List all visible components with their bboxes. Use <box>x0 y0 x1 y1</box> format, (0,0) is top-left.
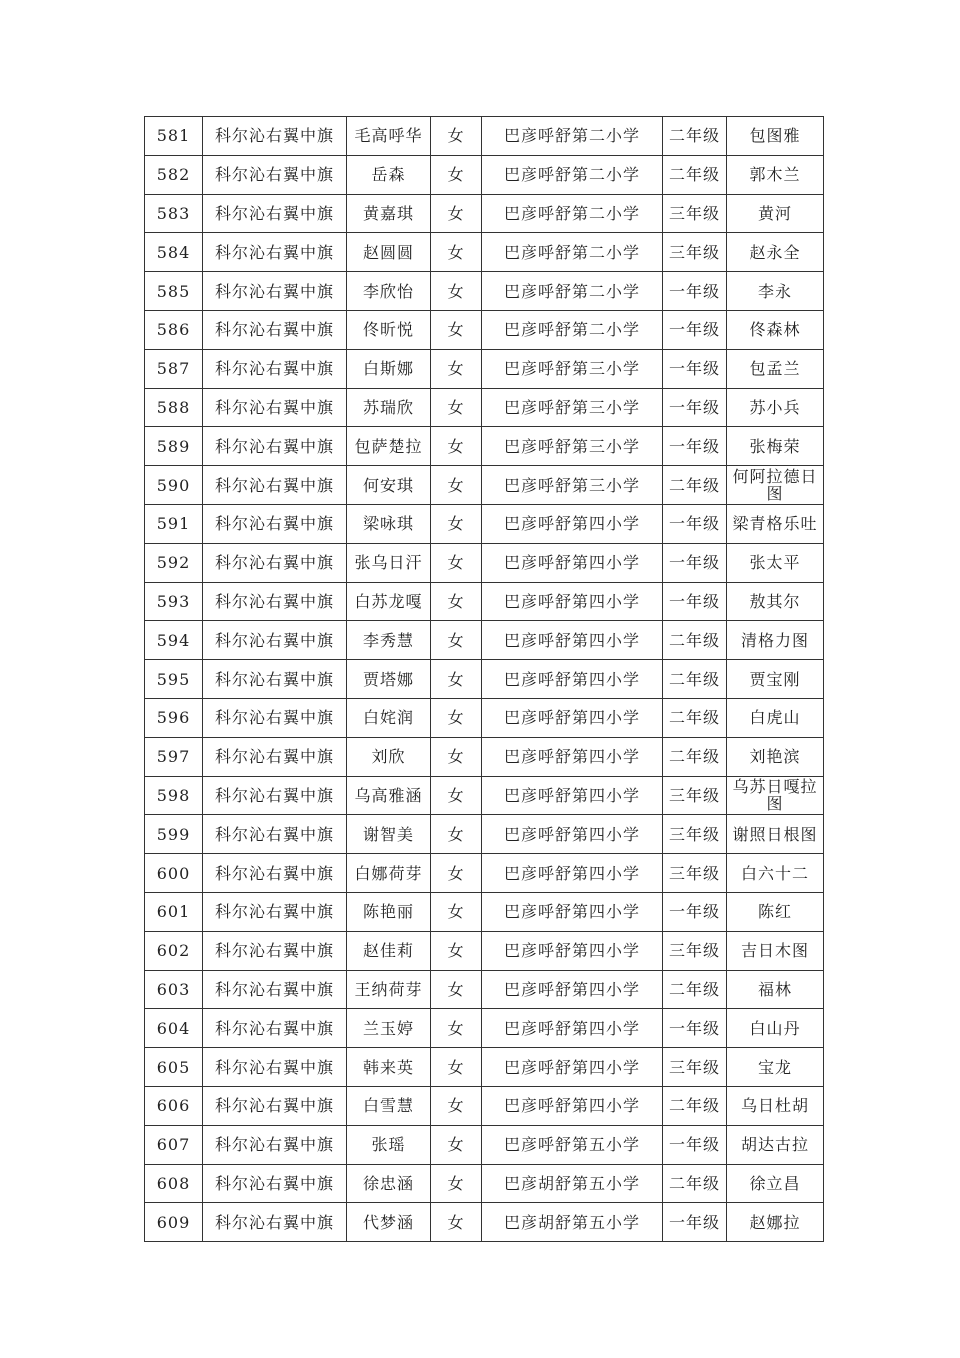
table-row <box>145 155 824 194</box>
banner-cell: 科尔沁右翼中旗 <box>203 427 347 466</box>
row-number-cell: 593 <box>145 582 203 621</box>
student-name-cell: 何安琪 <box>347 466 431 505</box>
school-cell: 巴彦呼舒第四小学 <box>482 854 663 893</box>
gender-cell: 女 <box>431 466 482 505</box>
table-row <box>145 892 824 931</box>
guardian-name-cell: 郭木兰 <box>727 155 824 194</box>
student-name-cell: 贾塔娜 <box>347 660 431 699</box>
gender-cell: 女 <box>431 1086 482 1125</box>
school-cell: 巴彦呼舒第三小学 <box>482 466 663 505</box>
guardian-name-cell: 张梅荣 <box>727 427 824 466</box>
student-name-cell: 陈艳丽 <box>347 892 431 931</box>
gender-cell: 女 <box>431 504 482 543</box>
roster-table <box>144 116 824 1242</box>
table-row <box>145 349 824 388</box>
student-name-cell: 白姹润 <box>347 698 431 737</box>
row-number-cell: 592 <box>145 543 203 582</box>
guardian-name-cell: 佟森林 <box>727 310 824 349</box>
table-row <box>145 1086 824 1125</box>
school-cell: 巴彦呼舒第二小学 <box>482 310 663 349</box>
table-row <box>145 388 824 427</box>
student-name-cell: 白娜荷芽 <box>347 854 431 893</box>
gender-cell: 女 <box>431 1125 482 1164</box>
gender-cell: 女 <box>431 1048 482 1087</box>
table-row <box>145 854 824 893</box>
guardian-name-cell: 贾宝刚 <box>727 660 824 699</box>
row-number-cell: 606 <box>145 1086 203 1125</box>
banner-cell: 科尔沁右翼中旗 <box>203 349 347 388</box>
table-row <box>145 233 824 272</box>
student-name-cell: 兰玉婷 <box>347 1009 431 1048</box>
row-number-cell: 589 <box>145 427 203 466</box>
table-row <box>145 117 824 156</box>
row-number-cell: 605 <box>145 1048 203 1087</box>
gender-cell: 女 <box>431 427 482 466</box>
guardian-name-cell: 吉日木图 <box>727 931 824 970</box>
school-cell: 巴彦呼舒第二小学 <box>482 155 663 194</box>
grade-cell: 三年级 <box>663 233 727 272</box>
banner-cell: 科尔沁右翼中旗 <box>203 698 347 737</box>
table-row <box>145 815 824 854</box>
guardian-name-cell: 胡达古拉 <box>727 1125 824 1164</box>
guardian-name-cell: 乌日杜胡 <box>727 1086 824 1125</box>
grade-cell: 三年级 <box>663 1048 727 1087</box>
banner-cell: 科尔沁右翼中旗 <box>203 388 347 427</box>
row-number-cell: 584 <box>145 233 203 272</box>
student-name-cell: 韩来英 <box>347 1048 431 1087</box>
table-row <box>145 504 824 543</box>
gender-cell: 女 <box>431 621 482 660</box>
student-name-cell: 黄嘉琪 <box>347 194 431 233</box>
guardian-name-cell: 包孟兰 <box>727 349 824 388</box>
grade-cell: 一年级 <box>663 272 727 311</box>
school-cell: 巴彦呼舒第四小学 <box>482 504 663 543</box>
school-cell: 巴彦呼舒第二小学 <box>482 117 663 156</box>
table-row <box>145 1009 824 1048</box>
grade-cell: 一年级 <box>663 388 727 427</box>
banner-cell: 科尔沁右翼中旗 <box>203 931 347 970</box>
roster-table-body <box>145 117 824 1242</box>
row-number-cell: 594 <box>145 621 203 660</box>
school-cell: 巴彦胡舒第五小学 <box>482 1203 663 1242</box>
guardian-name-cell: 福林 <box>727 970 824 1009</box>
school-cell: 巴彦呼舒第四小学 <box>482 660 663 699</box>
table-row <box>145 1203 824 1242</box>
table-row <box>145 737 824 776</box>
school-cell: 巴彦呼舒第四小学 <box>482 970 663 1009</box>
row-number-cell: 596 <box>145 698 203 737</box>
student-name-cell: 乌高雅涵 <box>347 776 431 815</box>
gender-cell: 女 <box>431 737 482 776</box>
table-row <box>145 660 824 699</box>
banner-cell: 科尔沁右翼中旗 <box>203 1203 347 1242</box>
gender-cell: 女 <box>431 892 482 931</box>
student-name-cell: 徐忠涵 <box>347 1164 431 1203</box>
gender-cell: 女 <box>431 970 482 1009</box>
grade-cell: 二年级 <box>663 621 727 660</box>
grade-cell: 一年级 <box>663 892 727 931</box>
row-number-cell: 591 <box>145 504 203 543</box>
student-name-cell: 李秀慧 <box>347 621 431 660</box>
guardian-name-cell: 白虎山 <box>727 698 824 737</box>
banner-cell: 科尔沁右翼中旗 <box>203 854 347 893</box>
school-cell: 巴彦呼舒第四小学 <box>482 698 663 737</box>
school-cell: 巴彦呼舒第四小学 <box>482 543 663 582</box>
guardian-name-cell: 白六十二 <box>727 854 824 893</box>
grade-cell: 一年级 <box>663 582 727 621</box>
gender-cell: 女 <box>431 1009 482 1048</box>
guardian-name-cell: 苏小兵 <box>727 388 824 427</box>
row-number-cell: 590 <box>145 466 203 505</box>
gender-cell: 女 <box>431 660 482 699</box>
banner-cell: 科尔沁右翼中旗 <box>203 660 347 699</box>
guardian-name-cell: 赵娜拉 <box>727 1203 824 1242</box>
grade-cell: 一年级 <box>663 1125 727 1164</box>
gender-cell: 女 <box>431 815 482 854</box>
grade-cell: 二年级 <box>663 698 727 737</box>
table-row <box>145 776 824 815</box>
banner-cell: 科尔沁右翼中旗 <box>203 621 347 660</box>
table-row <box>145 310 824 349</box>
student-name-cell: 毛高呼华 <box>347 117 431 156</box>
student-name-cell: 赵佳莉 <box>347 931 431 970</box>
banner-cell: 科尔沁右翼中旗 <box>203 194 347 233</box>
grade-cell: 一年级 <box>663 310 727 349</box>
gender-cell: 女 <box>431 155 482 194</box>
gender-cell: 女 <box>431 233 482 272</box>
school-cell: 巴彦呼舒第三小学 <box>482 349 663 388</box>
guardian-name-cell: 徐立昌 <box>727 1164 824 1203</box>
grade-cell: 一年级 <box>663 1203 727 1242</box>
gender-cell: 女 <box>431 698 482 737</box>
banner-cell: 科尔沁右翼中旗 <box>203 1009 347 1048</box>
gender-cell: 女 <box>431 854 482 893</box>
student-name-cell: 代梦涵 <box>347 1203 431 1242</box>
guardian-name-cell: 梁青格乐吐 <box>727 504 824 543</box>
table-row <box>145 931 824 970</box>
student-name-cell: 王纳荷芽 <box>347 970 431 1009</box>
gender-cell: 女 <box>431 1164 482 1203</box>
grade-cell: 二年级 <box>663 970 727 1009</box>
row-number-cell: 600 <box>145 854 203 893</box>
guardian-name-cell: 陈红 <box>727 892 824 931</box>
guardian-name-cell: 宝龙 <box>727 1048 824 1087</box>
row-number-cell: 597 <box>145 737 203 776</box>
guardian-name-cell: 敖其尔 <box>727 582 824 621</box>
table-row <box>145 1125 824 1164</box>
table-row <box>145 1164 824 1203</box>
grade-cell: 一年级 <box>663 543 727 582</box>
banner-cell: 科尔沁右翼中旗 <box>203 776 347 815</box>
banner-cell: 科尔沁右翼中旗 <box>203 1086 347 1125</box>
guardian-name-cell: 包图雅 <box>727 117 824 156</box>
banner-cell: 科尔沁右翼中旗 <box>203 543 347 582</box>
student-name-cell: 白苏龙嘎 <box>347 582 431 621</box>
student-name-cell: 白斯娜 <box>347 349 431 388</box>
row-number-cell: 599 <box>145 815 203 854</box>
school-cell: 巴彦呼舒第四小学 <box>482 1009 663 1048</box>
guardian-name-cell: 何阿拉德日图 <box>727 466 824 505</box>
school-cell: 巴彦胡舒第五小学 <box>482 1164 663 1203</box>
guardian-name-cell: 赵永全 <box>727 233 824 272</box>
row-number-cell: 602 <box>145 931 203 970</box>
table-row <box>145 466 824 505</box>
row-number-cell: 585 <box>145 272 203 311</box>
school-cell: 巴彦呼舒第二小学 <box>482 194 663 233</box>
grade-cell: 三年级 <box>663 776 727 815</box>
banner-cell: 科尔沁右翼中旗 <box>203 892 347 931</box>
banner-cell: 科尔沁右翼中旗 <box>203 1048 347 1087</box>
student-name-cell: 佟昕悦 <box>347 310 431 349</box>
school-cell: 巴彦呼舒第五小学 <box>482 1125 663 1164</box>
table-row <box>145 427 824 466</box>
grade-cell: 二年级 <box>663 1164 727 1203</box>
guardian-name-cell: 清格力图 <box>727 621 824 660</box>
row-number-cell: 607 <box>145 1125 203 1164</box>
grade-cell: 二年级 <box>663 1086 727 1125</box>
school-cell: 巴彦呼舒第四小学 <box>482 776 663 815</box>
table-row <box>145 970 824 1009</box>
row-number-cell: 608 <box>145 1164 203 1203</box>
gender-cell: 女 <box>431 194 482 233</box>
student-name-cell: 谢智美 <box>347 815 431 854</box>
student-name-cell: 刘欣 <box>347 737 431 776</box>
school-cell: 巴彦呼舒第二小学 <box>482 272 663 311</box>
student-name-cell: 苏瑞欣 <box>347 388 431 427</box>
table-row <box>145 1048 824 1087</box>
gender-cell: 女 <box>431 931 482 970</box>
school-cell: 巴彦呼舒第四小学 <box>482 737 663 776</box>
guardian-name-cell: 谢照日根图 <box>727 815 824 854</box>
guardian-name-cell: 刘艳滨 <box>727 737 824 776</box>
row-number-cell: 604 <box>145 1009 203 1048</box>
grade-cell: 二年级 <box>663 117 727 156</box>
guardian-name-cell: 张太平 <box>727 543 824 582</box>
row-number-cell: 586 <box>145 310 203 349</box>
grade-cell: 一年级 <box>663 349 727 388</box>
grade-cell: 二年级 <box>663 466 727 505</box>
gender-cell: 女 <box>431 582 482 621</box>
row-number-cell: 588 <box>145 388 203 427</box>
banner-cell: 科尔沁右翼中旗 <box>203 1125 347 1164</box>
grade-cell: 三年级 <box>663 854 727 893</box>
school-cell: 巴彦呼舒第二小学 <box>482 233 663 272</box>
banner-cell: 科尔沁右翼中旗 <box>203 582 347 621</box>
school-cell: 巴彦呼舒第三小学 <box>482 388 663 427</box>
student-name-cell: 李欣怡 <box>347 272 431 311</box>
row-number-cell: 587 <box>145 349 203 388</box>
gender-cell: 女 <box>431 117 482 156</box>
grade-cell: 三年级 <box>663 815 727 854</box>
gender-cell: 女 <box>431 310 482 349</box>
row-number-cell: 603 <box>145 970 203 1009</box>
row-number-cell: 583 <box>145 194 203 233</box>
guardian-name-cell: 黄河 <box>727 194 824 233</box>
student-name-cell: 赵圆圆 <box>347 233 431 272</box>
banner-cell: 科尔沁右翼中旗 <box>203 466 347 505</box>
grade-cell: 一年级 <box>663 504 727 543</box>
banner-cell: 科尔沁右翼中旗 <box>203 117 347 156</box>
table-row <box>145 194 824 233</box>
school-cell: 巴彦呼舒第三小学 <box>482 427 663 466</box>
banner-cell: 科尔沁右翼中旗 <box>203 815 347 854</box>
student-name-cell: 梁咏琪 <box>347 504 431 543</box>
gender-cell: 女 <box>431 1203 482 1242</box>
guardian-name-cell: 乌苏日嘎拉图 <box>727 776 824 815</box>
gender-cell: 女 <box>431 349 482 388</box>
school-cell: 巴彦呼舒第四小学 <box>482 621 663 660</box>
grade-cell: 二年级 <box>663 737 727 776</box>
gender-cell: 女 <box>431 388 482 427</box>
grade-cell: 一年级 <box>663 427 727 466</box>
guardian-name-cell: 李永 <box>727 272 824 311</box>
banner-cell: 科尔沁右翼中旗 <box>203 970 347 1009</box>
student-name-cell: 包萨楚拉 <box>347 427 431 466</box>
table-row <box>145 621 824 660</box>
banner-cell: 科尔沁右翼中旗 <box>203 233 347 272</box>
row-number-cell: 581 <box>145 117 203 156</box>
banner-cell: 科尔沁右翼中旗 <box>203 1164 347 1203</box>
gender-cell: 女 <box>431 776 482 815</box>
banner-cell: 科尔沁右翼中旗 <box>203 737 347 776</box>
banner-cell: 科尔沁右翼中旗 <box>203 155 347 194</box>
table-row <box>145 698 824 737</box>
student-name-cell: 张瑶 <box>347 1125 431 1164</box>
school-cell: 巴彦呼舒第四小学 <box>482 1086 663 1125</box>
school-cell: 巴彦呼舒第四小学 <box>482 582 663 621</box>
grade-cell: 二年级 <box>663 660 727 699</box>
school-cell: 巴彦呼舒第四小学 <box>482 815 663 854</box>
row-number-cell: 601 <box>145 892 203 931</box>
student-name-cell: 白雪慧 <box>347 1086 431 1125</box>
student-name-cell: 张乌日汗 <box>347 543 431 582</box>
gender-cell: 女 <box>431 272 482 311</box>
banner-cell: 科尔沁右翼中旗 <box>203 272 347 311</box>
student-name-cell: 岳森 <box>347 155 431 194</box>
row-number-cell: 582 <box>145 155 203 194</box>
school-cell: 巴彦呼舒第四小学 <box>482 1048 663 1087</box>
grade-cell: 三年级 <box>663 931 727 970</box>
banner-cell: 科尔沁右翼中旗 <box>203 504 347 543</box>
gender-cell: 女 <box>431 543 482 582</box>
row-number-cell: 609 <box>145 1203 203 1242</box>
grade-cell: 三年级 <box>663 194 727 233</box>
school-cell: 巴彦呼舒第四小学 <box>482 892 663 931</box>
table-row <box>145 272 824 311</box>
banner-cell: 科尔沁右翼中旗 <box>203 310 347 349</box>
table-row <box>145 543 824 582</box>
row-number-cell: 598 <box>145 776 203 815</box>
grade-cell: 一年级 <box>663 1009 727 1048</box>
school-cell: 巴彦呼舒第四小学 <box>482 931 663 970</box>
row-number-cell: 595 <box>145 660 203 699</box>
grade-cell: 二年级 <box>663 155 727 194</box>
table-row <box>145 582 824 621</box>
guardian-name-cell: 白山丹 <box>727 1009 824 1048</box>
